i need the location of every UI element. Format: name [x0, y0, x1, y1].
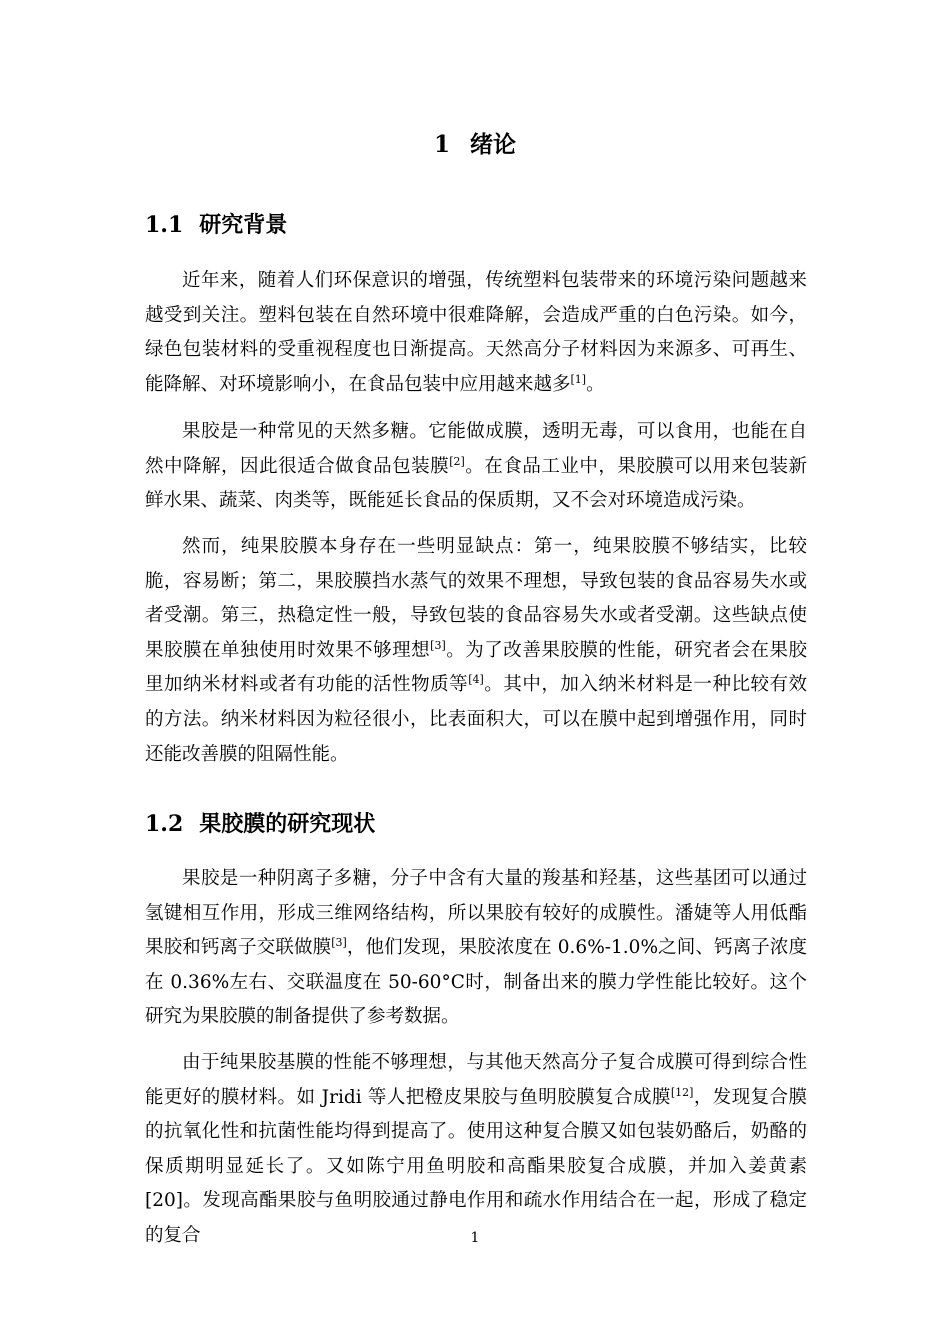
paragraph-text: 。: [586, 373, 605, 395]
chapter-number: 1: [433, 131, 450, 158]
paragraph-text: 然而，纯果胶膜本身存在一些明显缺点：第一，纯果胶膜不够结实，比较脆，容易断；第二，果胶膜挡水蒸气的效果不理想，导致包装的食品容易失水或者受潮。第三，热稳定性一般，导致包装的食品容易失水或者受潮。这些缺点使果胶膜在单独使用时效果不够理想: [145, 536, 807, 661]
citation-mark: [3]: [331, 936, 347, 950]
paragraph: [145, 1046, 807, 1254]
citation-mark: [12]: [670, 1085, 694, 1099]
section-heading: [145, 807, 375, 841]
citation-mark: [1]: [570, 372, 587, 386]
paragraph-text: ，发现复合膜的抗氧化性和抗菌性能均得到提高了。使用这种复合膜又如包装奶酪后，奶酪的保质期明显延长了。又如陈宁用鱼明胶和高酯果胶复合成膜，并加入姜黄素[20]。发现高酯果胶与鱼明胶通过静电作用和疏水作用结合在一起，形成了稳定的复合: [145, 1086, 807, 1246]
citation-mark: [2]: [449, 454, 465, 468]
paragraph-text: 。为了改善果胶膜的性能，研究者会在果胶里加纳米材料或者有功能的活性物质等: [145, 639, 807, 696]
paragraph: [145, 264, 807, 402]
paragraph: [145, 415, 807, 519]
chapter-title: [0, 127, 950, 163]
paragraph-text: 。其中，加入纳米材料是一种比较有效的方法。纳米材料因为粒径很小，比表面积大，可以在膜中起到增强作用，同时还能改善膜的阻隔性能。: [145, 674, 807, 765]
paragraph: [145, 862, 807, 1035]
citation-mark: [4]: [468, 673, 484, 687]
section-title: 研究背景: [199, 212, 288, 238]
paragraph-text: 。在食品工业中，果胶膜可以用来包装新鲜水果、蔬菜、肉类等，既能延长食品的保质期，又不会对环境造成污染。: [145, 455, 807, 512]
paragraph: [145, 530, 807, 772]
section-title: 果胶膜的研究现状: [199, 811, 376, 837]
paragraph-text: 果胶是一种常见的天然多糖。它能做成膜，透明无毒，可以食用，也能在自然中降解，因此很适合做食品包装膜: [145, 421, 807, 477]
section-heading: [145, 208, 287, 242]
section-number: 1.2: [145, 811, 184, 837]
paragraph-text: 果胶是一种阴离子多糖，分子中含有大量的羧基和羟基，这些基团可以通过氢键相互作用，形成三维网络结构，所以果胶有较好的成膜性。潘婕等人用低酯果胶和钙离子交联做膜: [145, 868, 807, 959]
paragraph-text: 近年来，随着人们环保意识的增强，传统塑料包装带来的环境污染问题越来越受到关注。塑料包装在自然环境中很难降解，会造成严重的白色污染。如今，绿色包装材料的受重视程度也日渐提高。天然高分子材料因为来源多、可再生、能降解、对环境影响小，在食品包装中应用越来越多: [145, 270, 807, 395]
citation-mark: [3]: [430, 638, 446, 652]
paragraph-text: ，他们发现，果胶浓度在 0.6%-1.0%之间、钙离子浓度在 0.36%左右、交联温度在 50-60°C时，制备出来的膜力学性能比较好。这个研究为果胶膜的制备提供了参考数据。: [145, 937, 807, 1028]
section-number: 1.1: [145, 212, 184, 238]
page-number: 1: [470, 1230, 480, 1246]
chapter-title-text: 绪论: [470, 131, 516, 158]
paragraph-text: 由于纯果胶基膜的性能不够理想，与其他天然高分子复合成膜可得到综合性能更好的膜材料。如 Jridi 等人把橙皮果胶与鱼明胶膜复合成膜: [145, 1052, 807, 1108]
